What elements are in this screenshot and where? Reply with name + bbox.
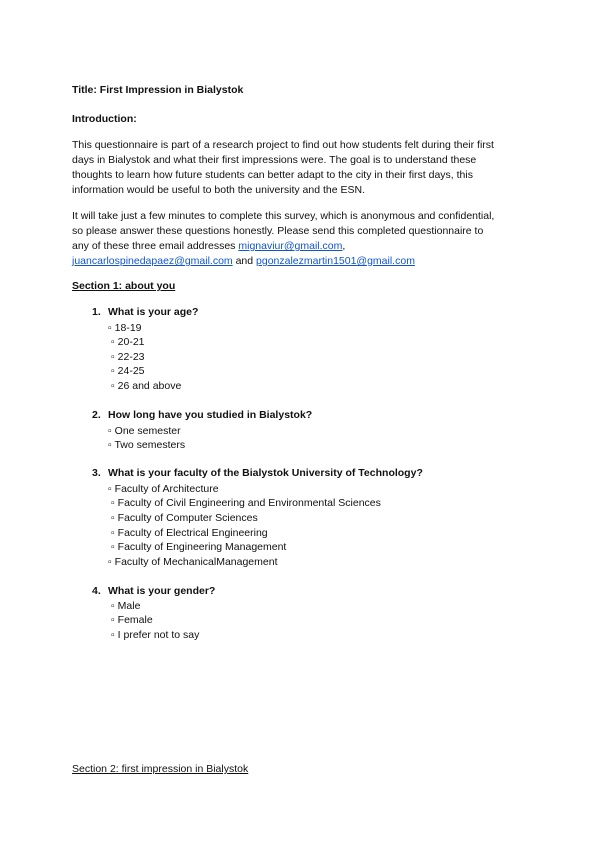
bullet-icon: ▫ — [108, 483, 112, 495]
bullet-icon: ▫ — [111, 365, 115, 377]
section1-heading: Section 1: about you — [72, 280, 176, 292]
bullet-icon: ▫ — [108, 425, 112, 437]
question-text: What is your faculty of the Bialystok University of Technology? — [108, 467, 423, 479]
bullet-icon: ▫ — [108, 556, 112, 568]
bullet-icon: ▫ — [108, 322, 112, 334]
question-number: 1. — [92, 306, 101, 318]
question-text: How long have you studied in Bialystok? — [108, 409, 313, 421]
section2-heading: Section 2: first impression in Bialystok — [72, 763, 249, 775]
bullet-icon: ▫ — [111, 512, 115, 524]
option-item: ▫ Two semesters — [108, 439, 186, 451]
contact-line-4 — [72, 254, 532, 269]
bullet-icon: ▫ — [111, 351, 115, 363]
option-item: ▫ Faculty of Electrical Engineering — [111, 527, 268, 539]
intro-line: This questionnaire is part of a research project to find out how students felt during their first — [72, 139, 494, 151]
question-text: What is your age? — [108, 306, 199, 318]
option-item: ▫ 26 and above — [111, 380, 182, 392]
bullet-icon: ▫ — [108, 439, 112, 451]
bullet-icon: ▫ — [111, 629, 115, 641]
option-item: ▫ I prefer not to say — [111, 629, 200, 641]
bullet-icon: ▫ — [111, 380, 115, 392]
bullet-icon: ▫ — [111, 541, 115, 553]
option-item: ▫ Faculty of Computer Sciences — [111, 512, 258, 524]
email-link-1[interactable]: mignaviur@gmail.com — [238, 240, 343, 252]
document-title: Title: First Impression in Bialystok — [72, 84, 244, 96]
contact-prefix: any of these three email addresses — [72, 240, 239, 252]
intro-line: thoughts to learn how future students can better adapt to the city in their first days, this — [72, 169, 473, 181]
bullet-icon: ▫ — [111, 527, 115, 539]
intro-line: days in Bialystok and what their first impressions were. The goal is to understand these — [72, 154, 477, 166]
question-number: 4. — [92, 585, 101, 597]
intro-line: information would be useful to both the university and the ESN. — [72, 184, 366, 196]
bullet-icon: ▫ — [111, 336, 115, 348]
bullet-icon: ▫ — [111, 614, 115, 626]
option-item: ▫ Faculty of Civil Engineering and Environmental Sciences — [111, 497, 381, 509]
option-item: ▫ Female — [111, 614, 153, 626]
option-item: ▫ Faculty of Architecture — [108, 483, 219, 495]
option-item: ▫ Faculty of Engineering Management — [111, 541, 287, 553]
email-link-2[interactable]: juancarlospinedapaez@gmail.com — [72, 255, 233, 267]
intro-paragraph — [72, 138, 532, 198]
option-item: ▫ 22-23 — [111, 351, 145, 363]
question-number: 3. — [92, 467, 101, 479]
email-separator: , — [342, 240, 346, 252]
question-number: 2. — [92, 409, 101, 421]
option-item: ▫ 18-19 — [108, 322, 142, 334]
option-item: ▫ One semester — [108, 425, 181, 437]
question-text: What is your gender? — [108, 585, 216, 597]
bullet-icon: ▫ — [111, 497, 115, 509]
intro-heading: Introduction: — [72, 113, 137, 125]
option-item: ▫ Male — [111, 600, 141, 612]
contact-line: so please answer these questions honestly. Please send this completed questionnaire to — [72, 225, 484, 237]
bullet-icon: ▫ — [111, 600, 115, 612]
email-link-3[interactable]: pgonzalezmartin1501@gmail.com — [256, 255, 415, 267]
contact-line-3 — [72, 239, 532, 254]
email-separator: and — [232, 255, 257, 267]
option-item: ▫ Faculty of MechanicalManagement — [108, 556, 278, 568]
contact-paragraph — [72, 209, 532, 269]
option-item: ▫ 24-25 — [111, 365, 145, 377]
option-item: ▫ 20-21 — [111, 336, 145, 348]
contact-line: It will take just a few minutes to complete this survey, which is anonymous and confidential, — [72, 210, 495, 222]
